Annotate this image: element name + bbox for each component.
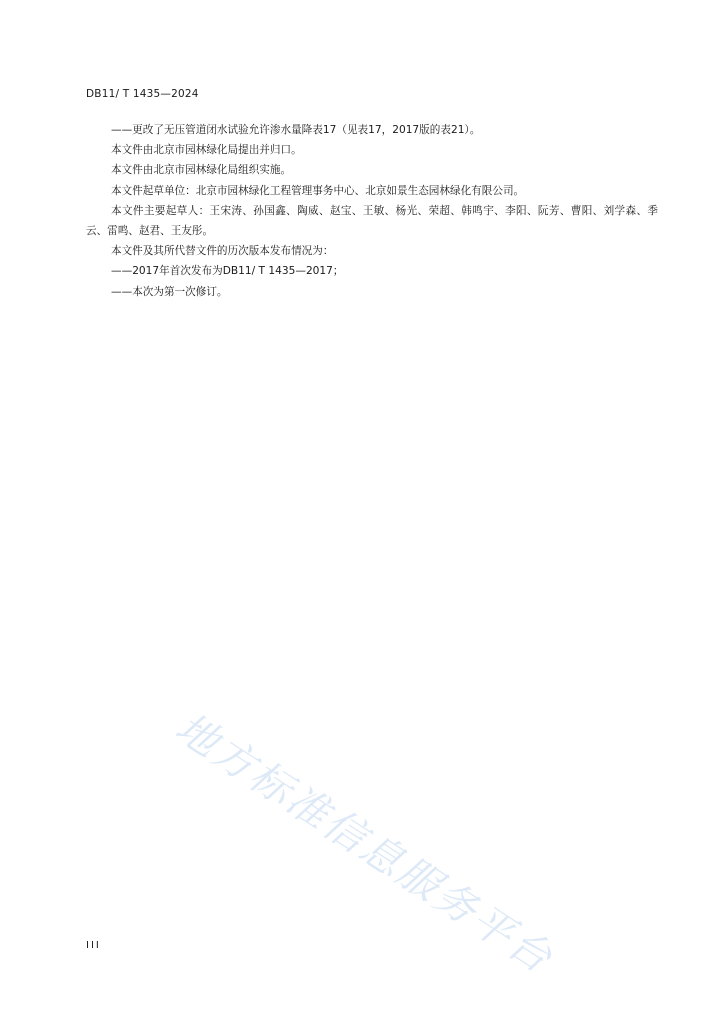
- platform-watermark: 地方标准信息服务平台: [167, 703, 563, 984]
- foreword-paragraph-version-history-intro: 本文件及其所代替文件的历次版本发布情况为：: [111, 245, 334, 258]
- foreword-paragraph-implementer: 本文件由北京市园林绿化局组织实施。: [111, 164, 292, 177]
- foreword-paragraph-drafting-units: 本文件起草单位：北京市园林绿化工程管理事务中心、北京如景生态园林绿化有限公司。: [111, 184, 525, 197]
- page-number: III: [86, 940, 101, 951]
- foreword-paragraph-proposer: 本文件由北京市园林绿化局提出并归口。: [111, 144, 302, 157]
- foreword-body: [86, 120, 658, 302]
- document-code-header: DB11/ T 1435—2024: [86, 88, 199, 100]
- foreword-paragraph-revision-note: ——本次为第一次修订。: [111, 285, 228, 298]
- foreword-paragraph-drafters: 本文件主要起草人：王宋涛、孙国鑫、陶威、赵宝、王敏、杨光、荣超、韩鸣宇、李阳、阮芳、曹阳、刘学森、季云、雷鸣、赵君、王友彤。: [86, 204, 658, 238]
- foreword-paragraph-first-release: ——2017年首次发布为DB11/ T 1435—2017；: [111, 265, 344, 278]
- foreword-paragraph-change-note: ——更改了无压管道闭水试验允许渗水量降表17（见表17，2017版的表21）。: [111, 124, 481, 136]
